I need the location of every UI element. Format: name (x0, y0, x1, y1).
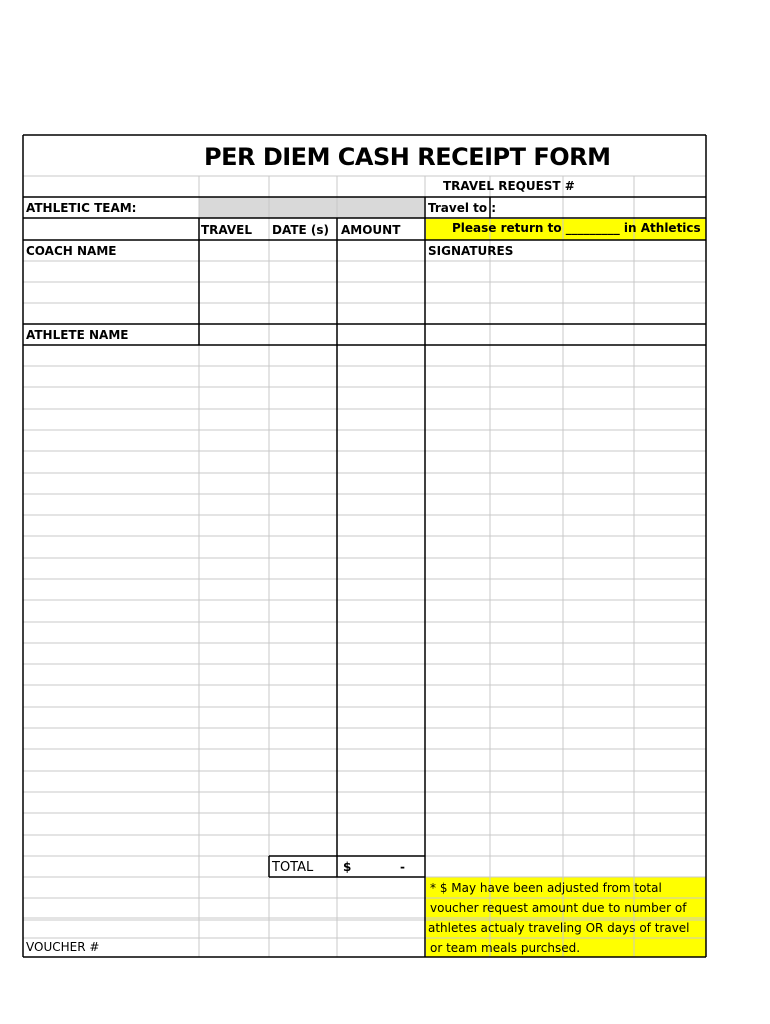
note-line: or team meals purchsed. (430, 941, 581, 955)
travel-column-header: TRAVEL (201, 223, 253, 237)
total-currency: $ (343, 860, 352, 874)
amount-column-header: AMOUNT (341, 223, 401, 237)
note-line: * $ May have been adjusted from total (430, 881, 662, 895)
note-line: voucher request amount due to number of (430, 901, 687, 915)
athletic-team-label: ATHLETIC TEAM: (26, 201, 137, 215)
note-line: athletes actualy traveling OR days of travel (428, 921, 690, 935)
total-label: TOTAL (272, 860, 314, 875)
dates-column-header: DATE (s) (272, 223, 329, 237)
voucher-label: VOUCHER # (26, 940, 100, 954)
travel-to-label: Travel to : (428, 201, 497, 215)
form-title: PER DIEM CASH RECEIPT FORM (204, 143, 611, 171)
return-notice: Please return to _________ in Athletics (452, 221, 701, 235)
travel-request-label: TRAVEL REQUEST # (443, 179, 575, 193)
signatures-label: SIGNATURES (428, 244, 514, 258)
athlete-name-label: ATHLETE NAME (26, 328, 129, 342)
coach-name-label: COACH NAME (26, 244, 117, 258)
total-value: - (400, 860, 405, 874)
